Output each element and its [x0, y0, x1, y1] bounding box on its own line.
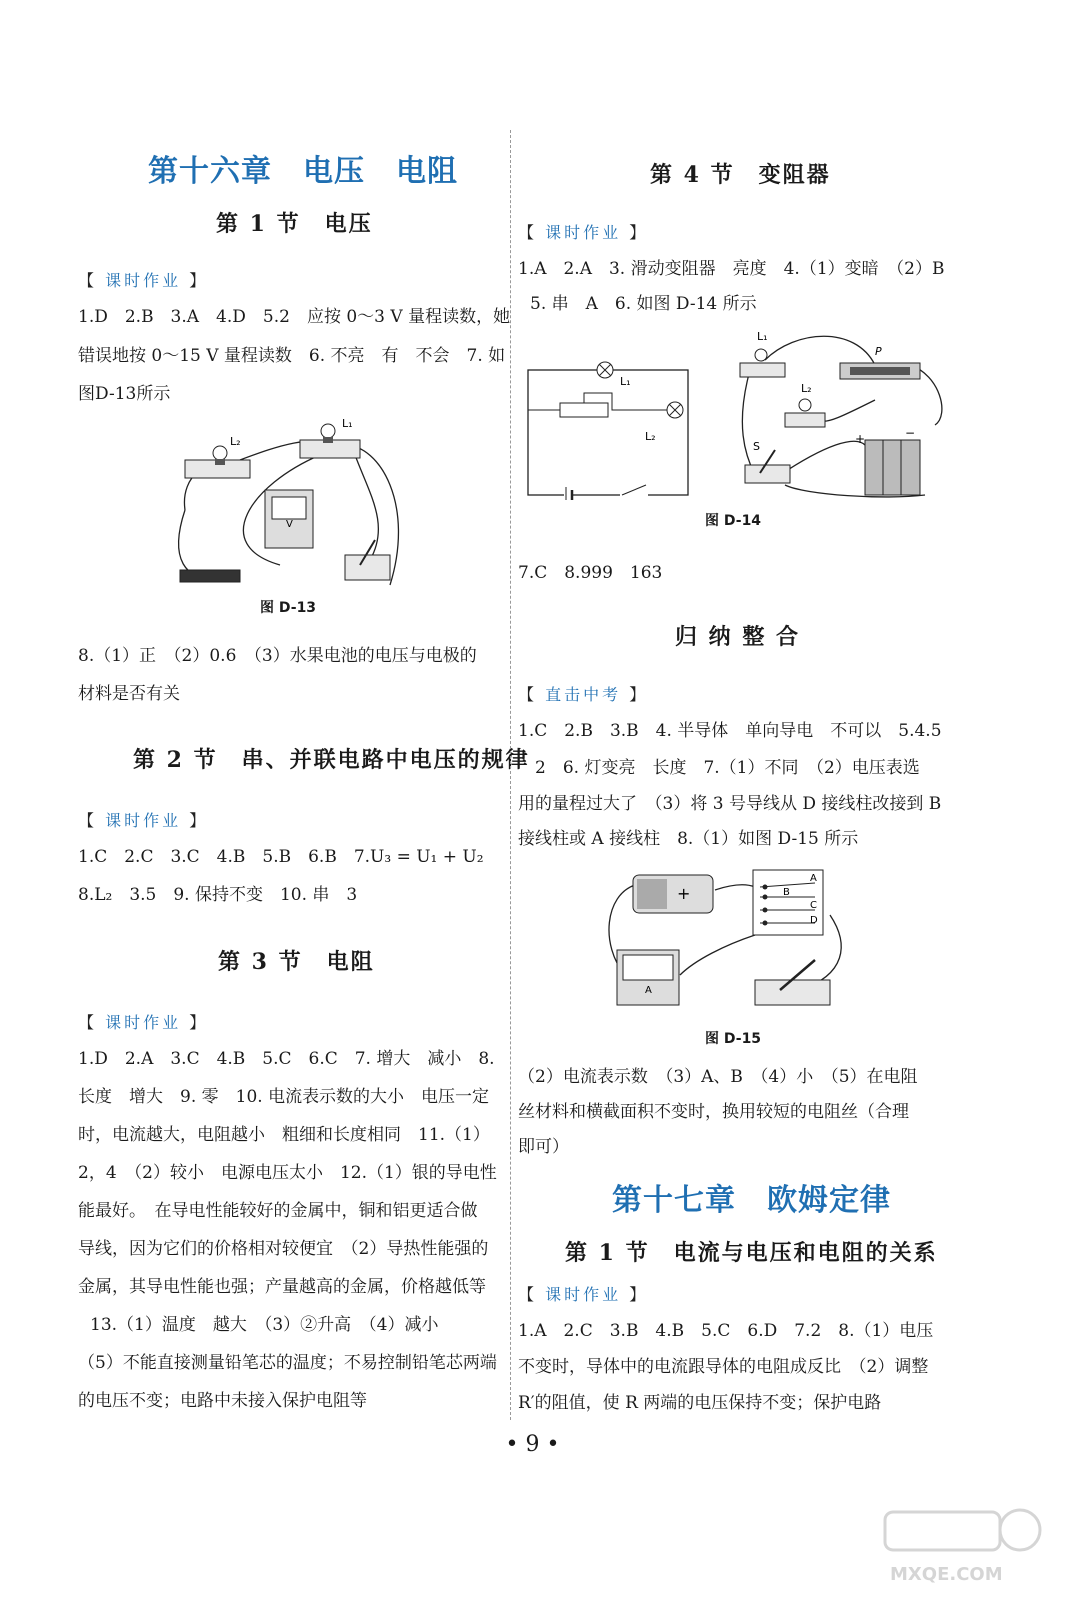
c17s1-line-1: 1.A 2.C 3.B 4.B 5.C 6.D 7.2 8.（1）电压 — [518, 1321, 934, 1341]
summary-line-3: 用的量程过大了 （3）将 3 号导线从 D 接线柱改接到 B — [518, 794, 942, 814]
s3-line-6: 导线，因为它们的价格相对较便宜 （2）导热性能强的 — [78, 1239, 489, 1259]
page-number: • 9 • — [505, 1432, 560, 1457]
s1-line-4: 8.（1）正 （2）0.6 （3）水果电池的电压与电极的 — [78, 646, 477, 666]
battery-plus: + — [855, 432, 866, 446]
s3-line-1: 1.D 2.A 3.C 4.B 5.C 6.C 7. 增大 减小 8. — [78, 1049, 495, 1069]
watermark-logo — [870, 1500, 1050, 1590]
wire-label-d: D — [810, 915, 818, 926]
wire-label-b: B — [783, 887, 790, 898]
section-2-tag: 【 课时作业 】 — [78, 811, 209, 830]
summary-tag: 【 直击中考 】 — [518, 685, 649, 704]
s4-line-3: 7.C 8.999 163 — [518, 563, 663, 583]
summary-line-1: 1.C 2.B 3.B 4. 半导体 单向导电 不可以 5.4.5 — [518, 721, 942, 741]
label-v: V — [286, 519, 293, 530]
c17s1-line-3: R′的阻值，使 R 两端的电压保持不变；保护电路 — [518, 1393, 882, 1413]
s3-line-2: 长度 增大 9. 零 10. 电流表示数的大小 电压一定 — [78, 1087, 490, 1107]
label-l1: L₁ — [342, 417, 353, 430]
wire-label-a: A — [810, 873, 817, 884]
figure-d14-caption: 图 D-14 — [705, 513, 762, 529]
s4-line-2: 5. 串 A 6. 如图 D-14 所示 — [530, 294, 757, 314]
pictorial-l2: L₂ — [801, 382, 812, 395]
s3-line-4: 2，4 （2）较小 电源电压太小 12.（1）银的导电性 — [78, 1163, 497, 1183]
pictorial-l1: L₁ — [757, 330, 768, 343]
label-p: P — [875, 345, 882, 358]
summary-line-4: 接线柱或 A 接线柱 8.（1）如图 D-15 所示 — [518, 829, 859, 849]
figure-d14-schematic — [520, 355, 695, 500]
s1-line-2: 错误地按 0～15 V 量程读数 6. 不亮 有 不会 7. 如 — [78, 346, 506, 366]
c17-section-1-tag: 【 课时作业 】 — [518, 1285, 649, 1304]
schematic-l2: L₂ — [645, 430, 656, 443]
c17-section-1-title: 第 1 节 电流与电压和电阻的关系 — [565, 1240, 938, 1266]
s3-line-5: 能最好。 在导电性能较好的金属中，铜和铝更适合做 — [78, 1201, 478, 1221]
s1-line-1: 1.D 2.B 3.A 4.D 5.2 应按 0～3 V 量程读数，她 — [78, 307, 511, 327]
battery-minus: − — [905, 426, 916, 440]
s1-line-3: 图D-13所示 — [78, 384, 171, 404]
s3-line-3: 时，电流越大，电阻越小 粗细和长度相同 11.（1） — [78, 1125, 490, 1145]
section-4-title: 第 4 节 变阻器 — [650, 162, 831, 188]
s3-line-7: 金属，其导电性能也强；产量越高的金属，价格越低等 — [78, 1277, 486, 1297]
summary-line-6: 丝材料和横截面积不变时，换用较短的电阻丝（合理 — [518, 1102, 909, 1122]
summary-line-5: （2）电流表示数 （3）A、B （4）小 （5）在电阻 — [518, 1067, 918, 1087]
s2-line-2: 8.L₂ 3.5 9. 保持不变 10. 串 3 — [78, 885, 358, 905]
summary-line-2: 2 6. 灯变亮 长度 7.（1）不同 （2）电压表选 — [535, 758, 920, 778]
section-2-title: 第 2 节 串、并联电路中电压的规律 — [133, 747, 530, 773]
wire-label-c: C — [810, 900, 817, 911]
chapter-16-title: 第十六章 电压 电阻 — [148, 154, 458, 189]
figure-d14-pictorial — [725, 325, 950, 505]
s3-line-8: 13.（1）温度 越大 （3）②升高 （4）减小 — [90, 1315, 439, 1335]
c17s1-line-2: 不变时，导体中的电流跟导体的电阻成反比 （2）调整 — [518, 1357, 929, 1377]
section-3-tag: 【 课时作业 】 — [78, 1013, 209, 1032]
s3-line-9: （5）不能直接测量铅笔芯的温度；不易控制铅笔芯两端 — [78, 1353, 497, 1373]
section-4-tag: 【 课时作业 】 — [518, 223, 649, 242]
label-l2: L₂ — [230, 435, 241, 448]
section-3-title: 第 3 节 电阻 — [218, 949, 375, 975]
figure-d15-caption: 图 D-15 — [705, 1031, 762, 1047]
s1-line-5: 材料是否有关 — [78, 684, 180, 704]
ammeter-label: A — [645, 985, 652, 996]
label-s: S — [753, 440, 760, 453]
figure-d15 — [605, 865, 855, 1020]
section-1-title: 第 1 节 电压 — [216, 211, 373, 237]
s2-line-1: 1.C 2.C 3.C 4.B 5.B 6.B 7.U₃ = U₁ + U₂ — [78, 847, 484, 867]
column-divider — [510, 130, 511, 1420]
s3-line-10: 的电压不变；电路中未接入保护电阻等 — [78, 1391, 367, 1411]
summary-title: 归 纳 整 合 — [675, 624, 800, 650]
summary-line-7: 即可） — [518, 1137, 569, 1157]
section-1-tag: 【 课时作业 】 — [78, 271, 209, 290]
chapter-17-title: 第十七章 欧姆定律 — [612, 1183, 891, 1218]
schematic-l1: L₁ — [620, 375, 631, 388]
watermark-text: MXQE.COM — [890, 1564, 1003, 1585]
figure-d13-caption: 图 D-13 — [260, 600, 317, 616]
figure-d13 — [170, 415, 420, 590]
battery-plus: + — [677, 884, 691, 903]
s4-line-1: 1.A 2.A 3. 滑动变阻器 亮度 4.（1）变暗 （2）B — [518, 259, 945, 279]
